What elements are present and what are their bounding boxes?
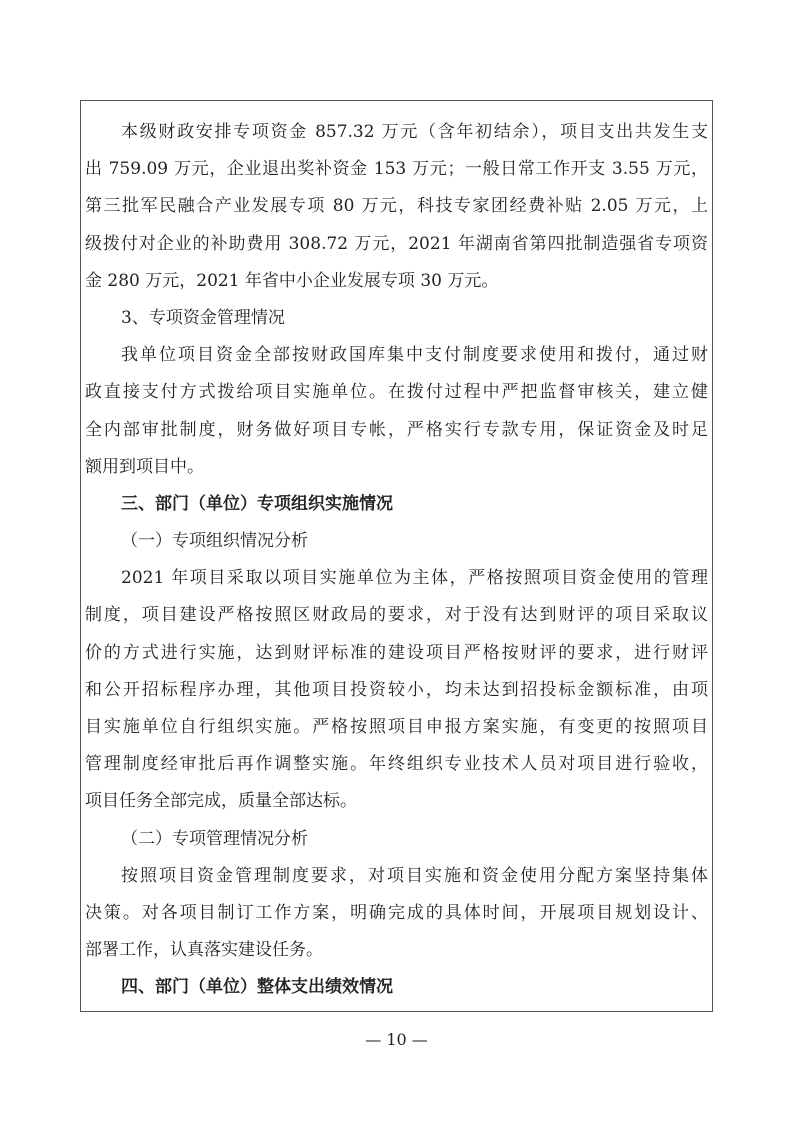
text-line: 三、部门（单位）专项组织实施情况 (121, 493, 393, 514)
paragraph (85, 858, 708, 970)
paragraph (85, 337, 708, 486)
text-line: 部署工作，认真落实建设任务。 (85, 940, 323, 961)
page-number: — 10 — (365, 1030, 428, 1049)
text-line: 本级财政安排专项资金 857.32 万元（含年初结余），项目支出共发生支 (121, 122, 708, 142)
subsection-heading (85, 523, 708, 560)
text-line: 决策。对各项目制订工作方案，明确完成的具体时间，开展项目规划设计、 (85, 902, 708, 923)
section-heading (85, 969, 708, 1006)
text-line: 3、专项资金管理情况 (121, 307, 285, 328)
text-line: （一）专项组织情况分析 (121, 531, 308, 552)
text-line: 制度，项目建设严格按照区财政局的要求，对于没有达到财评的项目采取议 (85, 605, 708, 626)
text-line: 出 759.09 万元，企业退出奖补资金 153 万元；一般日常工作开支 3.55 万元， (85, 159, 708, 180)
subsection-heading (85, 821, 708, 858)
text-line: 目实施单位自行组织实施。严格按照项目申报方案实施，有变更的按照项目 (85, 717, 708, 737)
text-line: 额用到项目中。 (85, 456, 204, 477)
text-line: 我单位项目资金全部按财政国库集中支付制度要求使用和拨付，通过财 (121, 345, 708, 366)
section-heading (85, 486, 708, 523)
subsection-heading (85, 300, 708, 337)
text-line: 2021 年项目采取以项目实施单位为主体，严格按照项目资金使用的管理 (121, 568, 708, 589)
text-line: 第三批军民融合产业发展专项 80 万元，科技专家团经费补贴 2.05 万元，上 (85, 196, 708, 217)
paragraph (85, 560, 708, 820)
document-body (85, 114, 708, 1007)
text-line: （二）专项管理情况分析 (121, 828, 308, 849)
text-line: 金 280 万元，2021 年省中小企业发展专项 30 万元。 (85, 270, 499, 291)
text-line: 价的方式进行实施，达到财评标准的建设项目严格按财评的要求，进行财评 (85, 642, 708, 663)
text-line: 级拨付对企业的补助费用 308.72 万元，2021 年湖南省第四批制造强省专项资 (85, 233, 708, 254)
text-line: 四、部门（单位）整体支出绩效情况 (121, 977, 393, 998)
text-line: 政直接支付方式拨给项目实施单位。在拨付过程中严把监督审核关，建立健 (85, 382, 708, 403)
document-frame (80, 100, 713, 1012)
text-line: 和公开招标程序办理，其他项目投资较小，均未达到招投标金额标准，由项 (85, 679, 708, 700)
paragraph (85, 114, 708, 300)
text-line: 项目任务全部完成，质量全部达标。 (85, 791, 357, 812)
text-line: 全内部审批制度，财务做好项目专帐，严格实行专款专用，保证资金及时足 (85, 419, 708, 440)
text-line: 管理制度经审批后再作调整实施。年终组织专业技术人员对项目进行验收， (85, 754, 708, 775)
text-line: 按照项目资金管理制度要求，对项目实施和资金使用分配方案坚持集体 (121, 865, 708, 886)
